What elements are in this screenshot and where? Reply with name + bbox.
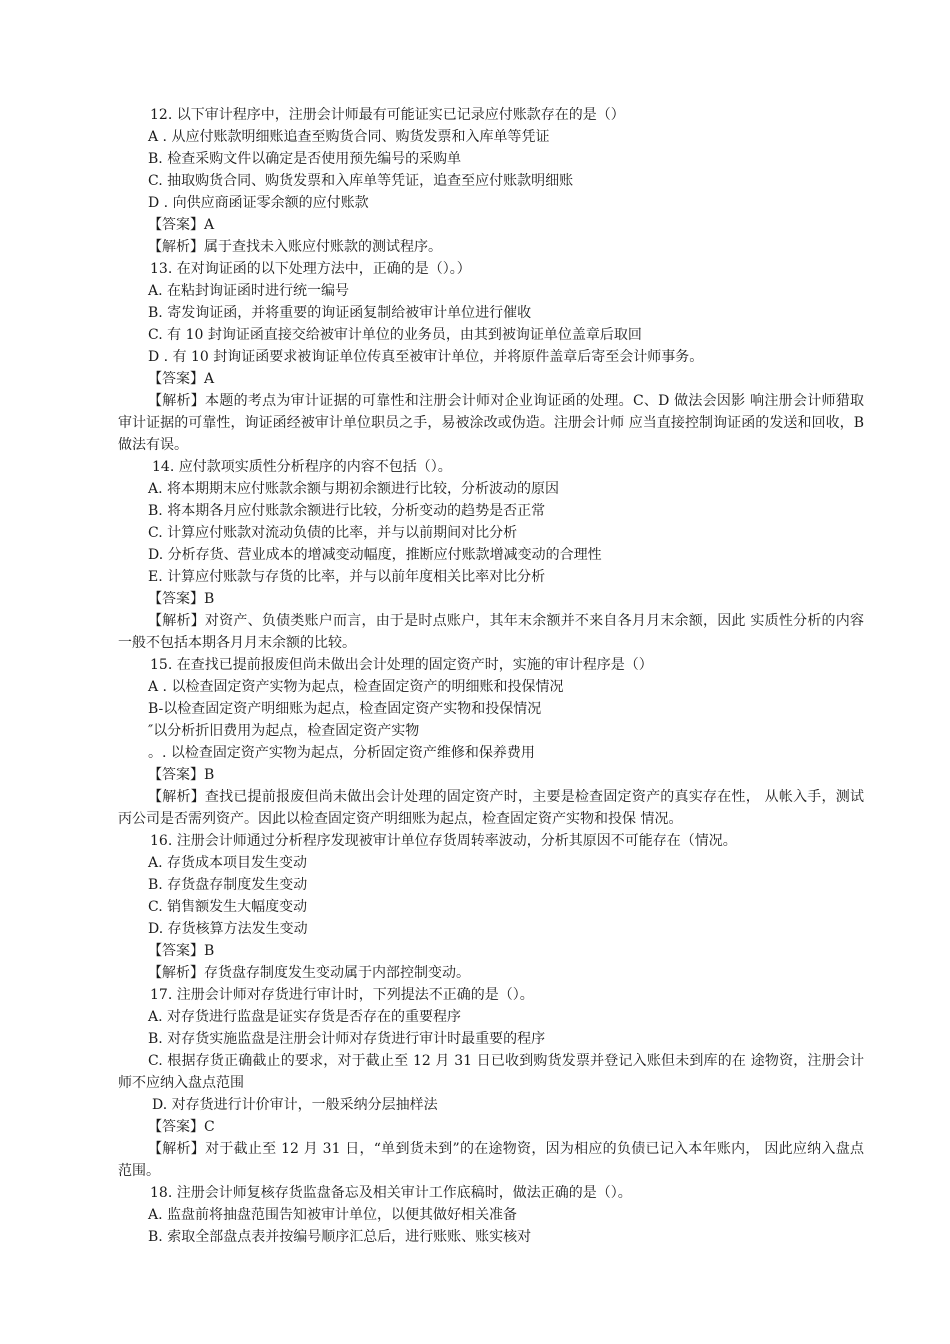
text-line: D. 分析存货、营业成本的增减变动幅度，推断应付账款增减变动的合理性 [148, 547, 602, 563]
text-line: 【解析】属于查找未入账应付账款的测试程序。 [148, 239, 442, 255]
text-line: A. 存货成本项目发生变动 [148, 855, 308, 871]
text-line: B. 对存货实施监盘是注册会计师对存货进行审计时最重要的程序 [148, 1031, 546, 1047]
text-line: ″以分析折旧费用为起点，检查固定资产实物 [148, 723, 420, 739]
text-line: B. 检查采购文件以确定是否使用预先编号的采购单 [148, 151, 462, 167]
text-line: D. 对存货进行计价审计，一般采纳分层抽样法 [152, 1097, 438, 1113]
text-line: 【解析】存货盘存制度发生变动属于内部控制变动。 [148, 965, 470, 981]
text-line: 【答案】A [148, 371, 215, 387]
text-line: 。. 以检查固定资产实物为起点，分析固定资产维修和保养费用 [148, 745, 535, 761]
text-line: 【答案】A [148, 217, 215, 233]
text-line: D . 有 10 封询证函要求被询证单位传真至被审计单位，并将原件盖章后寄至会计师事务。 [148, 349, 704, 365]
question-line: 16. 注册会计师通过分析程序发现被审计单位存货周转率波动，分析其原因不可能存在（情况。 [150, 833, 737, 849]
question-line: 13. 在对询证函的以下处理方法中，正确的是（）。） [150, 261, 471, 277]
text-line: A. 监盘前将抽盘范围告知被审计单位，以便其做好相关准备 [148, 1207, 518, 1223]
text-line: A. 将本期期末应付账款余额与期初余额进行比较，分析波动的原因 [148, 481, 560, 497]
text-line: A. 在粘封询证函时进行统一编号 [148, 283, 350, 299]
text-line: B. 将本期各月应付账款余额进行比较，分析变动的趋势是否正常 [148, 503, 546, 519]
text-line: 【解析】对资产、负债类账户而言，由于是时点账户，其年末余额并不来自各月月末余额，因此 实质性分析的内容一般不包括本期各月月末余额的比较。 [118, 613, 864, 651]
text-line: D . 向供应商函证零余额的应付账款 [148, 195, 369, 211]
question-line: 14. 应付款项实质性分析程序的内容不包括（）。 [152, 459, 452, 475]
question-line: 17. 注册会计师对存货进行审计时，下列提法不正确的是（）。 [150, 987, 534, 1003]
text-line: B. 索取全部盘点表并按编号顺序汇总后，进行账账、账实核对 [148, 1229, 532, 1245]
text-line: C. 抽取购货合同、购货发票和入库单等凭证，追查至应付账款明细账 [148, 173, 574, 189]
text-line: 【解析】本题的考点为审计证据的可靠性和注册会计师对企业询证函的处理。C、D 做法会因影 响注册会计师猎取审计证据的可靠性，询证函经被审计单位职员之手，易被涂改或伪造。注册会计师 应当直接控制询证函的发送和回收，B 做法有误。 [118, 393, 864, 453]
text-line: B. 存货盘存制度发生变动 [148, 877, 308, 893]
text-line: 【答案】B [148, 767, 215, 783]
document-body [0, 104, 950, 1248]
text-line: A. 对存货进行监盘是证实存货是否存在的重要程序 [148, 1009, 462, 1025]
question-line: 18. 注册会计师复核存货监盘备忘及相关审计工作底稿时，做法正确的是（）。 [150, 1185, 632, 1201]
text-line: A . 从应付账款明细账追查至购货合同、购货发票和入库单等凭证 [148, 129, 550, 145]
text-line: D. 存货核算方法发生变动 [148, 921, 308, 937]
text-line: 【答案】B [148, 591, 215, 607]
text-line: 【答案】B [148, 943, 215, 959]
text-line: A . 以检查固定资产实物为起点，检查固定资产的明细账和投保情况 [148, 679, 564, 695]
text-line: B-以检查固定资产明细账为起点，检查固定资产实物和投保情况 [148, 701, 542, 717]
question-line: 12. 以下审计程序中，注册会计师最有可能证实已记录应付账款存在的是（） [150, 107, 625, 123]
text-line: B. 寄发询证函，并将重要的询证函复制给被审计单位进行催收 [148, 305, 532, 321]
text-line: C. 计算应付账款对流动负债的比率，并与以前期间对比分析 [148, 525, 518, 541]
text-line: 【解析】对于截止至 12 月 31 日，“单到货未到”的在途物资，因为相应的负债已记入本年账内， 因此应纳入盘点范围。 [118, 1141, 864, 1179]
text-line: 【解析】查找已提前报废但尚未做出会计处理的固定资产时，主要是检查固定资产的真实存在性， 从帐入手，测试丙公司是否需列资产。因此以检查固定资产明细账为起点，检查固定资产实物和投保 情况。 [118, 789, 864, 827]
text-line: E. 计算应付账款与存货的比率，并与以前年度相关比率对比分析 [148, 569, 546, 585]
text-line: C. 销售额发生大幅度变动 [148, 899, 308, 915]
text-line: C. 根据存货正确截止的要求，对于截止至 12 月 31 日已收到购货发票并登记入账但未到库的在 途物资，注册会计师不应纳入盘点范围 [118, 1053, 864, 1091]
text-line: C. 有 10 封询证函直接交给被审计单位的业务员，由其到被询证单位盖章后取回 [148, 327, 642, 343]
text-line: 【答案】C [148, 1119, 215, 1135]
question-line: 15. 在查找已提前报废但尚未做出会计处理的固定资产时，实施的审计程序是（） [150, 657, 653, 673]
